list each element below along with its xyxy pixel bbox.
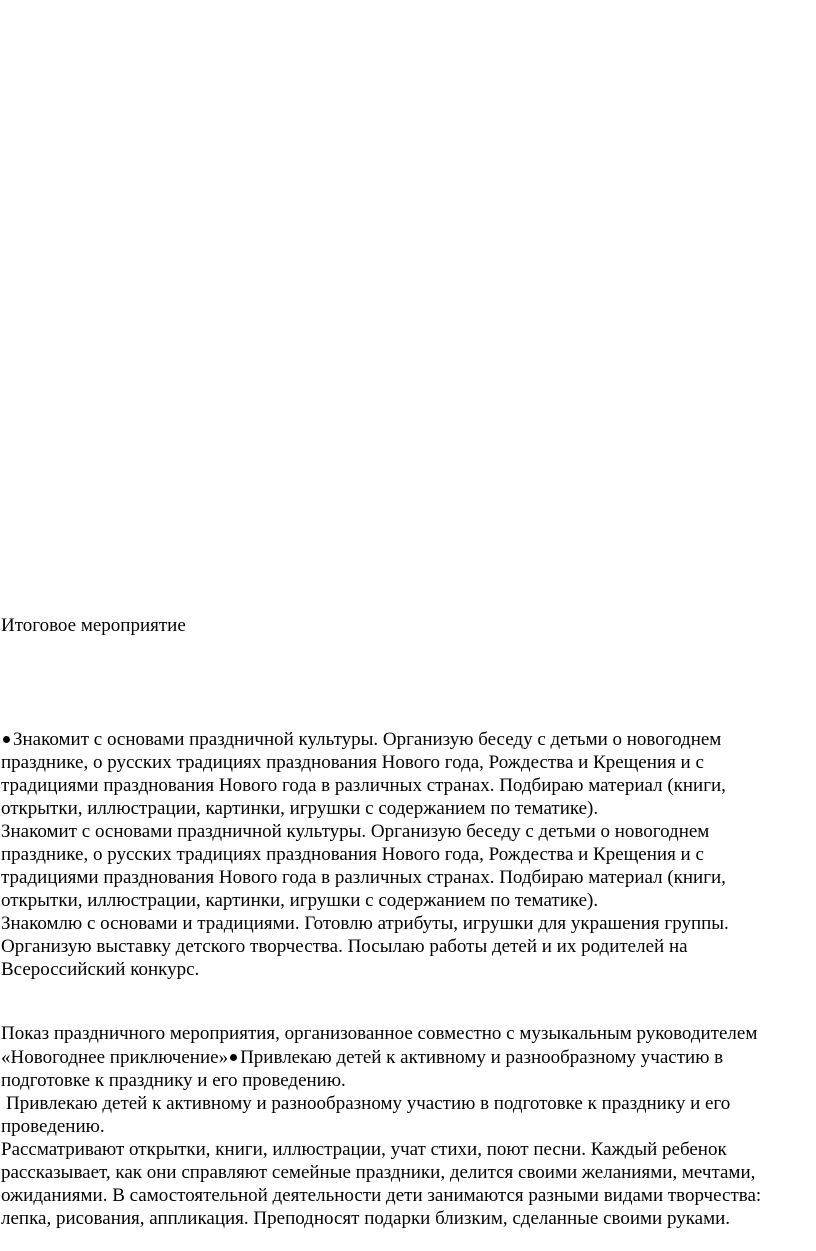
paragraph-line: традициями празднования Нового года в различных странах. Подбираю материал (книги, [1,867,726,888]
paragraph-line: Знакомит с основами праздничной культуры. Организую беседу с детьми о новогоднем [1,821,710,842]
paragraph-line: открытки, иллюстрации, картинки, игрушки с содержанием по тематике). [1,798,599,819]
event-title: «Новогоднее приключение» [1,1047,229,1068]
bullet-icon [3,736,10,743]
paragraph-line: празднике, о русских традициях празднования Нового года, Рождества и Крещения и с [1,844,704,865]
paragraph-line: открытки, иллюстрации, картинки, игрушки с содержанием по тематике). [1,890,599,911]
paragraph-line: Рассматривают открытки, книги, иллюстрации, учат стихи, поют песни. Каждый ребенок [1,1139,727,1160]
paragraph-line: лепка, рисования, аппликация. Преподносят подарки близким, сделанные своими руками. [1,1208,731,1229]
paragraph-text: Знакомит с основами праздничной культуры. Организую беседу с детьми о новогоднем [13,729,722,750]
paragraph-line: Всероссийский конкурс. [1,959,200,980]
paragraph-line [1,728,721,751]
paragraph-line: празднике, о русских традициях празднования Нового года, Рождества и Крещения и с [1,752,704,773]
paragraph-line: рассказывает, как они справляют семейные праздники, делится своими желаниями, мечтами, [1,1162,756,1183]
paragraph-line: Организую выставку детского творчества. Посылаю работы детей и их родителей на [1,936,688,957]
paragraph-line: подготовке к празднику и его проведению. [1,1070,346,1091]
paragraph-line: Привлекаю детей к активному и разнообразному участию в подготовке к празднику и его [6,1093,731,1114]
paragraph-line: ожиданиями. В самостоятельной деятельности дети занимаются разными видами творчества: [1,1185,762,1206]
paragraph-line: проведению. [1,1116,105,1137]
heading: Итоговое мероприятие [1,615,186,636]
paragraph-line: традициями празднования Нового года в различных странах. Подбираю материал (книги, [1,775,726,796]
bullet-icon [230,1054,237,1061]
paragraph-line [1,1046,723,1069]
paragraph-line: Показ праздничного мероприятия, организованное совместно с музыкальным руководителем [1,1023,758,1044]
paragraph-text: Привлекаю детей к активному и разнообразному участию в [240,1047,724,1068]
paragraph-line: Знакомлю с основами и традициями. Готовлю атрибуты, игрушки для украшения группы. [1,913,729,934]
